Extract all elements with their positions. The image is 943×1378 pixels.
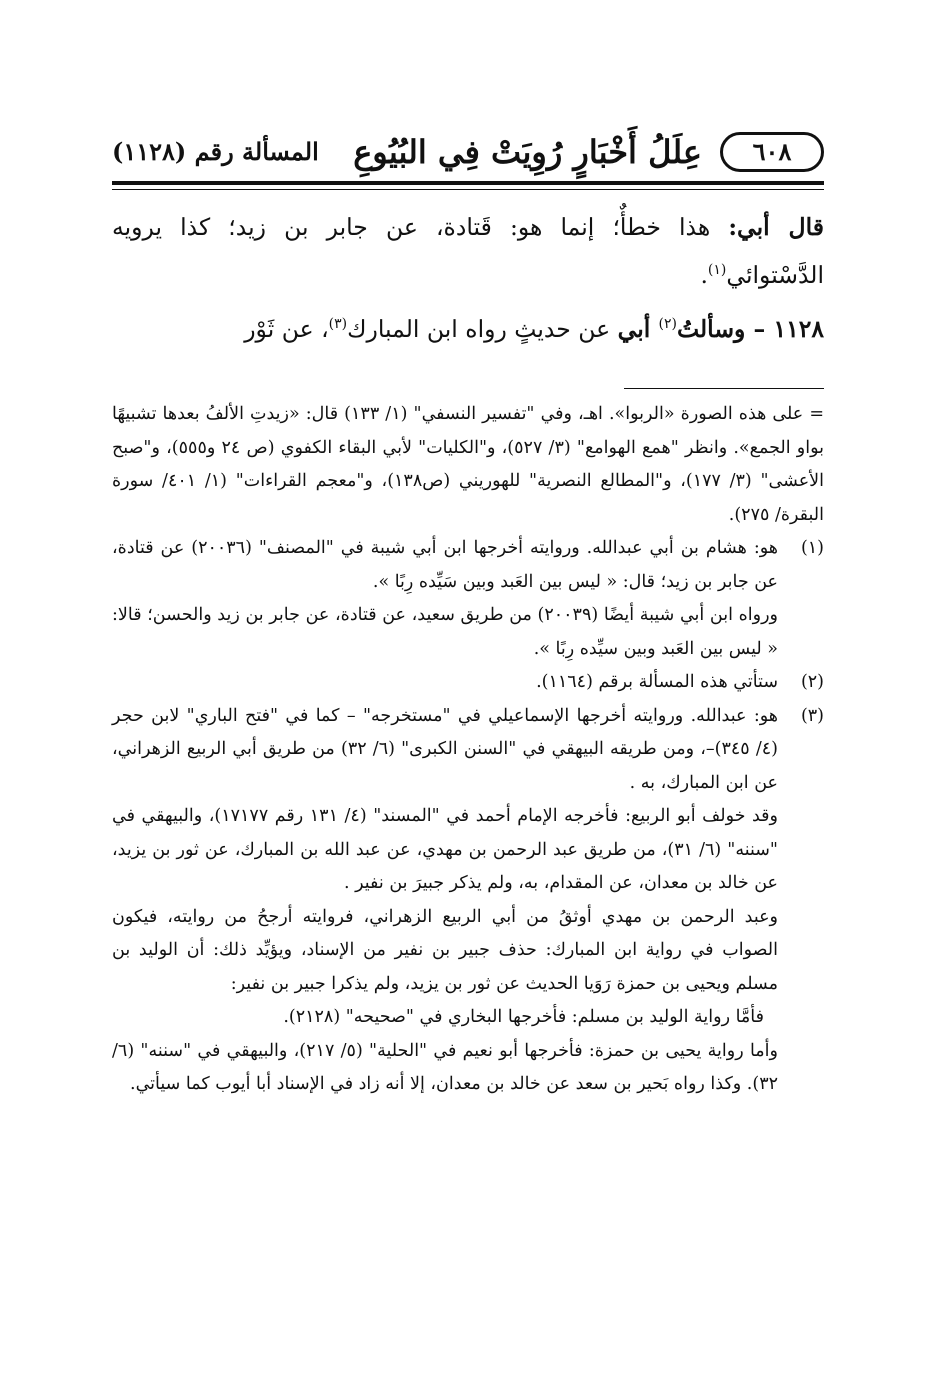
footnote-continuation: = على هذه الصورة «الربوا». اهـ، وفي "تفسير النسفي" (١/ ١٣٣) قال: «زيدتِ الألفُ بعدها تشبيهًا بواو الجمع». وانظر "همع الهوامع" (٣/ ٥٢٧)، و"الكليات" لأبي البقاء الكفوي (ص ٢٤ و٥٥٥)، و"صبح الأعشى" (٣/ ١٧٧)، و"المطالع النصرية" للهوريني (ص١٣٨)، و"معجم القراءات" (١/ ٤٠١/ سورة البقرة/ ٢٧٥). <box>112 404 824 525</box>
footnote-ref-1: (١) <box>707 262 727 279</box>
speaker-label: قال أبي: <box>728 213 825 241</box>
book-title: عِلَلُ أَخْبَارٍ رُوِيَتْ فِي البُيُوعِ <box>353 133 702 171</box>
main-paragraph-1 <box>112 203 824 299</box>
footnote-separator <box>624 388 824 389</box>
paragraph-end: . <box>700 261 708 289</box>
footnote-1-mark: (١) <box>800 538 824 558</box>
footnote-1-para-1: هو: هشام بن أبي عبدالله. وروايته أخرجها ابن أبي شيبة في "المصنف" (٢٠٠٣٦) عن قتادة، عن جابر بن زيد؛ قال: « ليس بين العَبد وبين سَيِّده رِبًا ». <box>112 538 778 592</box>
footnote-ref-2: (٢) <box>658 316 677 333</box>
footnote-2 <box>112 666 824 700</box>
page-number: ٦٠٨ <box>720 132 824 172</box>
paragraph-text: هذا خطأٌ؛ إنما هو: قَتادة، عن جابر بن زيد؛ كذا يرويه الدَّسْتوائي <box>112 213 824 289</box>
footnotes <box>112 398 824 1102</box>
issue-number: المسألة رقم (١١٢٨) <box>112 137 319 166</box>
footnote-2-mark: (٢) <box>800 672 824 692</box>
main-paragraph-2 <box>112 305 824 353</box>
footnote-3 <box>112 700 824 801</box>
paragraph-end: ، عن ثَوْر <box>244 315 329 343</box>
header-rule-thick <box>112 181 824 185</box>
issue-heading-text-2: أبي <box>617 315 659 343</box>
footnote-3-para-2: وقد خولف أبو الربيع: فأخرجه الإمام أحمد في "المسند" (٤/ ١٣١ رقم ١٧١٧٧)، والبيهقي في "سننه" (٦/ ٣١)، من طريق عبد الرحمن بن مهدي، عن عبد الله بن المبارك، عن ثور بن يزيد، عن خالد بن معدان، عن المقدام، به، ولم يذكر جبيرَ بن نفير . <box>112 806 778 893</box>
footnote-3-para-4: فأمَّا رواية الوليد بن مسلم: فأخرجها البخاري في "صحيحه" (٢١٢٨). <box>283 1007 764 1027</box>
page-header <box>112 130 824 180</box>
header-rule-thin <box>112 189 824 190</box>
footnote-1 <box>112 532 824 599</box>
issue-heading-number: ١١٢٨ – <box>745 315 824 343</box>
paragraph-text: عن حديثٍ رواه ابن المبارك <box>347 315 618 343</box>
main-text <box>112 203 824 353</box>
footnote-3-para-1: هو: عبدالله. وروايته أخرجها الإسماعيلي في "مستخرجه" – كما في "فتح الباري" لابن حجر (٤/ ٣٤٥)–، ومن طريقه البيهقي في "السنن الكبرى" (٦/ ٣٢) من طريق أبي الربيع الزهراني، عن ابن المبارك، به . <box>112 705 778 793</box>
footnote-3-para-3: وعبد الرحمن بن مهدي أوثقُ من أبي الربيع الزهراني، فروايته أرجحُ من روايته، فيكون الصواب في رواية ابن المبارك: حذف جبير بن نفير من الإسناد، ويؤيِّد ذلك: أن الوليد بن مسلم ويحيى بن حمزة رَوَيا الحديث عن ثور بن يزيد، ولم يذكرا جبير بن نفير: <box>112 906 778 994</box>
footnote-2-text: ستأتي هذه المسألة برقم (١١٦٤). <box>536 672 778 692</box>
footnote-ref-3: (٣) <box>328 316 348 333</box>
issue-heading-text: وسألتُ <box>676 315 746 343</box>
footnote-3-mark: (٣) <box>800 705 824 726</box>
footnote-3-para-5: وأما رواية يحيى بن حمزة: فأخرجها أبو نعيم في "الحلية" (٥/ ٢١٧)، والبيهقي في "سننه" (٦/ ٣٢). وكذا رواه بَحير بن سعد عن خالد بن معدان، إلا أنه زاد في الإسناد أبا أيوب كما سيأتي. <box>112 1040 778 1094</box>
footnote-1-para-2: ورواه ابن أبي شيبة أيضًا (٢٠٠٣٩) من طريق سعيد، عن قتادة، عن جابر بن زيد والحسن؛ قالا: « ليس بين العَبد وبين سيِّده رِبًا ». <box>112 605 778 659</box>
